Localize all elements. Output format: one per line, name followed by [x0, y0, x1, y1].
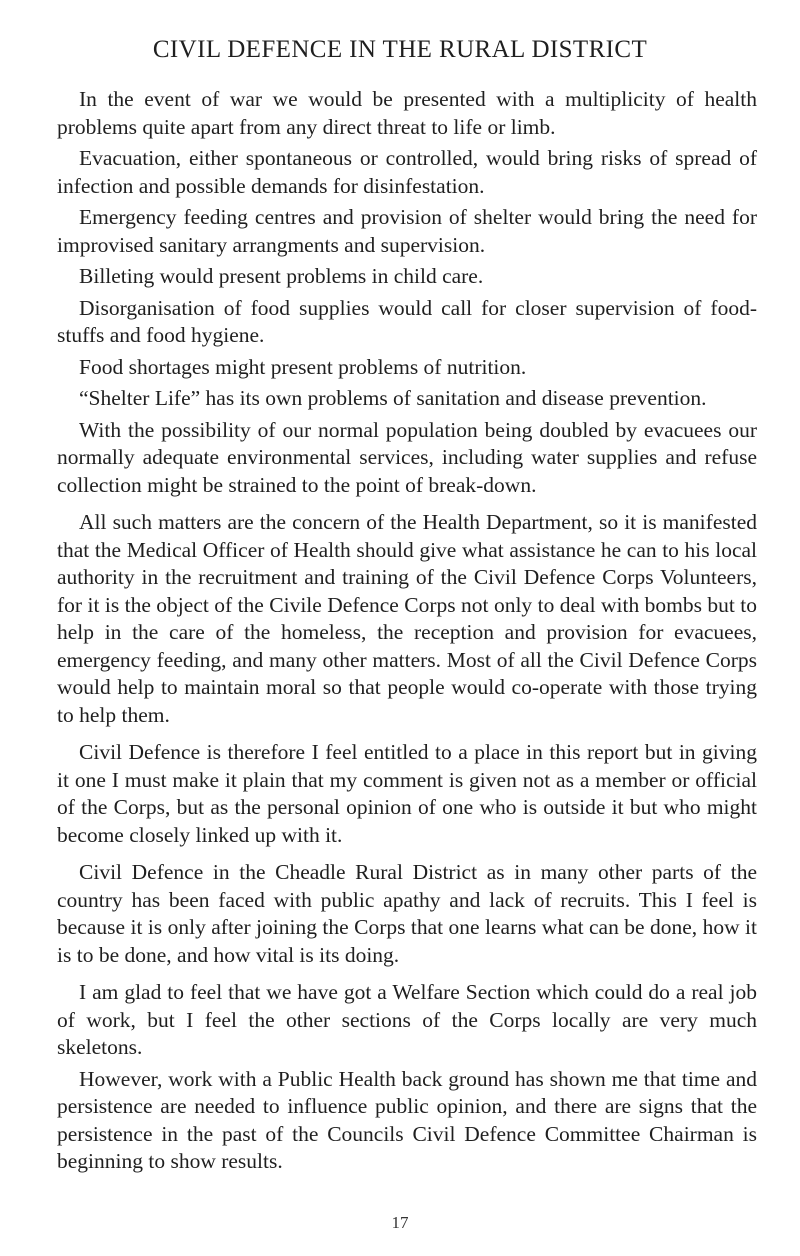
- paragraph: “Shelter Life” has its own problems of sanitation and disease prevention.: [79, 386, 707, 410]
- paragraph: All such matters are the concern of the Health Department, so it is manifested that the Medical Officer of Health should give what assistance he can to his local authority in the recruitment and training of the Civil Defence Corps Volunteers, for it is the object of the Civile Defence Corps not only to deal with bombs but to help in the care of the homeless, the reception and provision for evacuees, emergency feeding, and many other matters. Most of all the Civil Defence Corps would help to maintain moral so that people would co-operate with those trying to help them.: [57, 510, 757, 727]
- page-heading: CIVIL DEFENCE IN THE RURAL DISTRICT: [152, 36, 648, 63]
- paragraph: Emergency feeding centres and provision of shelter would bring the need for improvised sanitary arrangments and supervision.: [57, 205, 757, 257]
- paragraph: I am glad to feel that we have got a Welfare Section which could do a real job of work, but I feel the other sections of the Corps locally are very much skeletons.: [57, 980, 757, 1059]
- paragraph: Billeting would present problems in child care.: [79, 264, 484, 288]
- paragraph: In the event of war we would be presented with a multiplicity of health problems quite apart from any direct threat to life or limb.: [57, 87, 757, 139]
- paragraph: Disorganisation of food supplies would call for closer supervision of food-stuffs and food hygiene.: [57, 295, 757, 347]
- paragraph: Civil Defence in the Cheadle Rural District as in many other parts of the country has been faced with public apathy and lack of recruits. This I feel is because it is only after joining the Corps that one learns what can be done, how it is to be done, and how vital is its doing.: [57, 860, 757, 967]
- body-text: [57, 86, 757, 1180]
- page-number: 17: [391, 1213, 409, 1232]
- paragraph: Food shortages might present problems of nutrition.: [79, 354, 527, 379]
- paragraph: Civil Defence is therefore I feel entitled to a place in this report but in giving it one I must make it plain that my comment is given not as a member or official of the Corps, but as the personal opinion of one who is outside it but who might become closely linked up with it.: [57, 740, 757, 847]
- paragraph: With the possibility of our normal population being doubled by evacuees our normally adequate environmental services, including water supplies and refuse collection might be strained to the point of break-down.: [57, 417, 757, 497]
- paragraph: Evacuation, either spontaneous or controlled, would bring risks of spread of infection and possible demands for disinfestation.: [57, 146, 757, 198]
- paragraph: However, work with a Public Health back ground has shown me that time and persistence are needed to influence public opinion, and there are signs that the persistence in the past of the Councils Civil Defence Committee Chairman is beginning to show results.: [57, 1066, 757, 1173]
